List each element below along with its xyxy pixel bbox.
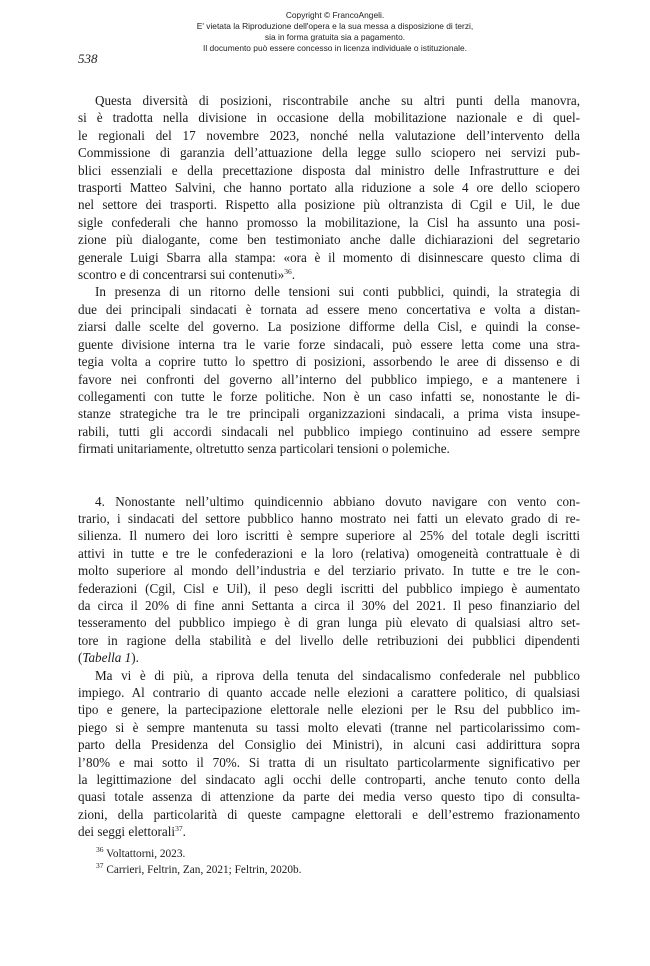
text-line: ziarsi dalle scelte del governo. La posizione difforme della Cisl, e quindi la conse- xyxy=(78,319,580,335)
copyright-line: Il documento può essere concesso in licenza individuale o istituzionale. xyxy=(203,43,467,53)
text-line: rabili, tutti gli accordi sindacali nel pubblico impiego continuino ad essere sempre xyxy=(78,423,580,439)
copyright-line: sia in forma gratuita sia a pagamento. xyxy=(264,32,406,42)
line-text: scontro e di concentrarsi sui contenuti» xyxy=(78,267,285,283)
footnotes xyxy=(96,846,576,878)
paragraph xyxy=(78,667,580,841)
text-line: tore in ragione della stabilità e del livello delle retribuzioni dei pubblici dipendenti xyxy=(78,632,580,648)
text-line: generale Luigi Sbarra alla stampa: «ora è il momento di disinnescare questo clima di xyxy=(78,249,580,265)
text-line: due dei principali sindacati è tornata ad essere meno concertativa e volta a distan- xyxy=(78,301,580,317)
text-line: le regionali del 17 novembre 2023, nonché nella valutazione dell’intervento della xyxy=(78,127,580,143)
text-line: da circa il 20% di fine anni Settanta a circa il 30% del 2021. Il peso finanziario del xyxy=(78,597,580,613)
footnote xyxy=(96,862,576,878)
text-line: federazioni (Cgil, Cisl e Uil), il peso degli iscritti del pubblico impiego è aumentato xyxy=(78,580,580,596)
text-line: trario, i sindacati del settore pubblico hanno mostrato nei fatti un elevato grado di re- xyxy=(78,510,580,526)
body-text xyxy=(78,92,580,841)
text-line: dei seggi elettorali$^{37}$. xyxy=(78,824,186,840)
footnote-reference: 37 xyxy=(175,824,183,834)
page-number: 538 xyxy=(78,51,98,66)
text-line: sigle confederali che hanno promosso la mobilitazione, la Cisl ha assunto una posi- xyxy=(78,214,580,230)
text-line: si è tradotta nella divisione in occasione della mobilitazione nazionale e di quel- xyxy=(78,110,580,126)
copyright-notice xyxy=(150,10,520,54)
footnote-number: 36 xyxy=(96,845,104,854)
text-line: zioni, della particolarità di queste campagne elettorali e dell’estremo frazionamento xyxy=(78,806,580,822)
paragraph xyxy=(78,493,580,667)
text-line: impiego. Al contrario di quanto accade nelle elezioni a carattere politico, di qualsiasi xyxy=(78,685,580,700)
text-line: silienza. Il numero dei loro iscritti è sempre superiore al 25% del totale degli iscritti xyxy=(78,528,580,544)
text-line: tesseramento del pubblico impiego è di gran lunga più elevato di qualsiasi altro set- xyxy=(78,615,580,631)
text-line: zione più dialogante, come ben testimoniato anche dalle dichiarazioni del segretario xyxy=(78,232,580,248)
text-line: trasporti Matteo Salvini, che hanno portato alla riduzione a sole 4 ore dello sciopero xyxy=(78,180,580,196)
copyright-line: Copyright © FrancoAngeli. xyxy=(285,10,385,20)
section-gap xyxy=(78,458,580,493)
copyright-line: E' vietata la Riproduzione dell'opera e la sua messa a disposizione di terzi, xyxy=(196,21,474,31)
footnote-number: 37 xyxy=(96,861,104,870)
text-line: scontro e di concentrarsi sui contenuti»$^{36}$. xyxy=(78,267,295,283)
text-line: attivi in tutte e tre le confederazioni e la loro (relativa) omogeneità contrattuale è di xyxy=(78,545,580,561)
text-line: molto superiore al mondo dell’industria e del terziario privato. In tutte e tre le con- xyxy=(78,563,580,579)
text-line: blici essenziali e della precettazione disposta dal ministro delle Infrastrutture e dei xyxy=(78,162,580,178)
table-reference: Tabella 1 xyxy=(82,650,132,666)
text-line: stanze strategiche tra le tre principali organizzazioni sindacali, a prima vista insupe- xyxy=(78,406,580,422)
text-line: collegamenti con tutte le forze politiche. Non è un caso infatti se, nonostante le di- xyxy=(78,388,580,404)
line-text: dei seggi elettorali xyxy=(78,824,176,840)
text-line: Questa diversità di posizioni, riscontrabile anche su altri punti della manovra, xyxy=(95,93,580,108)
text-line: l’80% e mai sotto il 70%. Si tratta di un risultato particolarmente significativo per xyxy=(78,754,580,770)
text-line xyxy=(78,649,580,666)
text-line: Ma vi è di più, a riprova della tenuta del sindacalismo confederale nel pubblico xyxy=(95,667,580,683)
text-line: tipo e genere, la partecipazione elettorale nelle elezioni per le Rsu del pubblico im- xyxy=(78,702,580,718)
text-line: tegia volta a coprire tutto lo spettro di posizioni, assorbendo le aree di dissenso e di xyxy=(78,354,580,370)
text-line: guente divisione interna tra le varie forze sindacali, può essere letta come una stra- xyxy=(78,336,580,352)
line-text: ). xyxy=(131,650,139,666)
line-text: ( xyxy=(78,650,83,666)
text-line: 4. Nonostante nell’ultimo quindicennio abbiano dovuto navigare con vento con- xyxy=(95,493,580,509)
text-line: In presenza di un ritorno delle tensioni sui conti pubblici, quindi, la strategia di xyxy=(95,284,580,300)
footnote-text: Carrieri, Feltrin, Zan, 2021; Feltrin, 2020b. xyxy=(106,864,302,876)
text-line: parto della Presidenza del Consiglio dei Ministri), in alcuni casi addirittura sopra xyxy=(78,737,580,753)
footnote xyxy=(96,846,576,862)
text-line: piego si è sempre mantenuta su tassi molto elevati (tranne nel particolarissimo com- xyxy=(78,719,580,735)
text-line: favore nei confronti del governo all’interno del pubblico impiego, e a mantenere i xyxy=(78,371,580,387)
text-line: nel settore dei trasporti. Rispetto alla posizione più oltranzista di Cgil e Uil, le due xyxy=(78,197,580,213)
text-line: firmati unitariamente, oltretutto senza particolari tensioni o polemiche. xyxy=(78,441,450,457)
text-line: la legittimazione del sindacato agli occhi delle controparti, anche tenuto conto della xyxy=(78,772,580,788)
footnote-text: Voltattorni, 2023. xyxy=(106,848,186,860)
paragraph xyxy=(78,92,580,283)
text-line: Commissione di garanzia dell’attuazione della legge sullo sciopero nei servizi pub- xyxy=(78,145,580,161)
paragraph xyxy=(78,283,580,457)
footnote-reference: 36 xyxy=(284,267,292,277)
text-line: quasi totale assenza di attenzione da parte dei media verso questo tipo di consulta- xyxy=(78,789,580,805)
